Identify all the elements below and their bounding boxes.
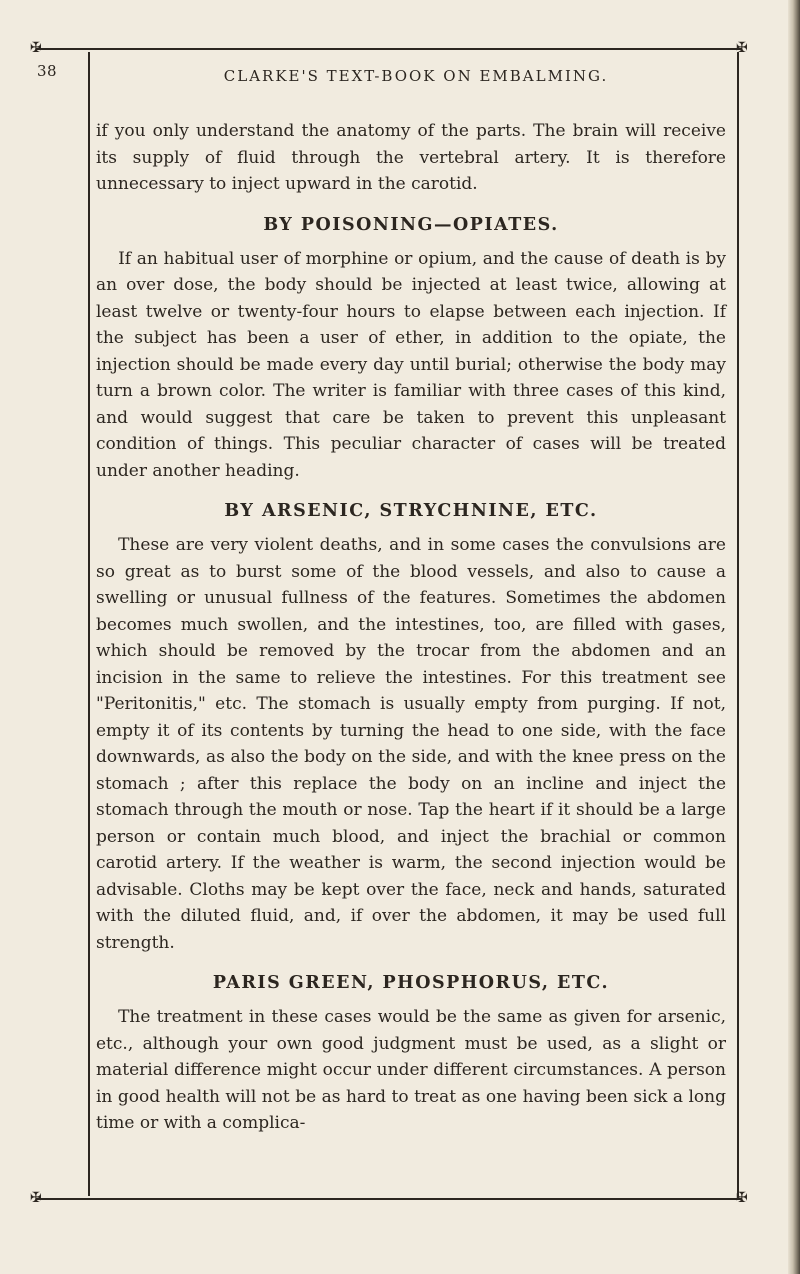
- corner-ornament-icon: ✠: [736, 40, 748, 56]
- paragraph-arsenic: These are very violent deaths, and in some cases the convulsions are so great as to burst some of the blood vessels, and also to cause a swelling or unusual fullness of the features. Sometimes the abdomen becomes much swollen, and the intestines, too, are filled with gases, which should be removed by the trocar from the abdomen and an incision in the same to relieve the intestines. For this treatment see "Peritonitis," etc. The stomach is usually empty from purging. If not, empty it of its contents by turning the head to one side, with the face downwards, as also the body on the side, and with the knee press on the stomach ; after this replace the body on an incline and inject the stomach through the mouth or nose. Tap the heart if it should be a large person or contain much blood, and inject the brachial or common carotid artery. If the weather is warm, the second injection would be advisable. Cloths may be kept over the face, neck and hands, saturated with the diluted fluid, and, if over the abdomen, it may be used full strength.: [96, 535, 726, 953]
- text-column: [96, 118, 726, 1137]
- bottom-border-rule: [36, 1198, 742, 1200]
- corner-ornament-icon: ✠: [736, 1190, 748, 1206]
- paragraph-opiates: If an habitual user of morphine or opium, and the cause of death is by an over dose, the body should be injected at least twice, allowing at least twelve or twenty-four hours to elapse between each injection. If the subject has been a user of ether, in addition to the opiate, the injection should be made every day until burial; otherwise the body may turn a brown color. The writer is familiar with three cases of this kind, and would suggest that care be taken to prevent this unpleasant condition of things. This peculiar character of cases will be treated under another heading.: [96, 248, 726, 481]
- paragraph-paris-green: The treatment in these cases would be the same as given for arsenic, etc., although your own good judgment must be used, as a slight or material difference might occur under different circumstances. A person in good health will not be as hard to treat as one having been sick a long time or with a complica-: [96, 1007, 726, 1133]
- right-border-rule: [737, 52, 739, 1196]
- page-number: 38: [37, 62, 58, 80]
- corner-ornament-icon: ✠: [30, 40, 42, 56]
- section-heading-paris-green: PARIS GREEN, PHOSPHORUS, ETC.: [212, 973, 610, 993]
- opening-paragraph: if you only understand the anatomy of the parts. The brain will receive its supply of fluid through the vertebral artery. It is therefore unnecessary to inject upward in the carotid.: [96, 121, 726, 194]
- corner-ornament-icon: ✠: [30, 1190, 42, 1206]
- section-heading-opiates: BY POISONING—OPIATES.: [263, 214, 559, 235]
- left-border-rule: [88, 52, 90, 1196]
- running-head: [37, 61, 736, 87]
- running-title: CLARKE'S TEXT-BOOK ON EMBALMING.: [223, 67, 609, 85]
- top-border-rule: [36, 48, 742, 50]
- page-binding-edge: [788, 0, 800, 1274]
- section-heading-arsenic: BY ARSENIC, STRYCHNINE, ETC.: [224, 501, 598, 521]
